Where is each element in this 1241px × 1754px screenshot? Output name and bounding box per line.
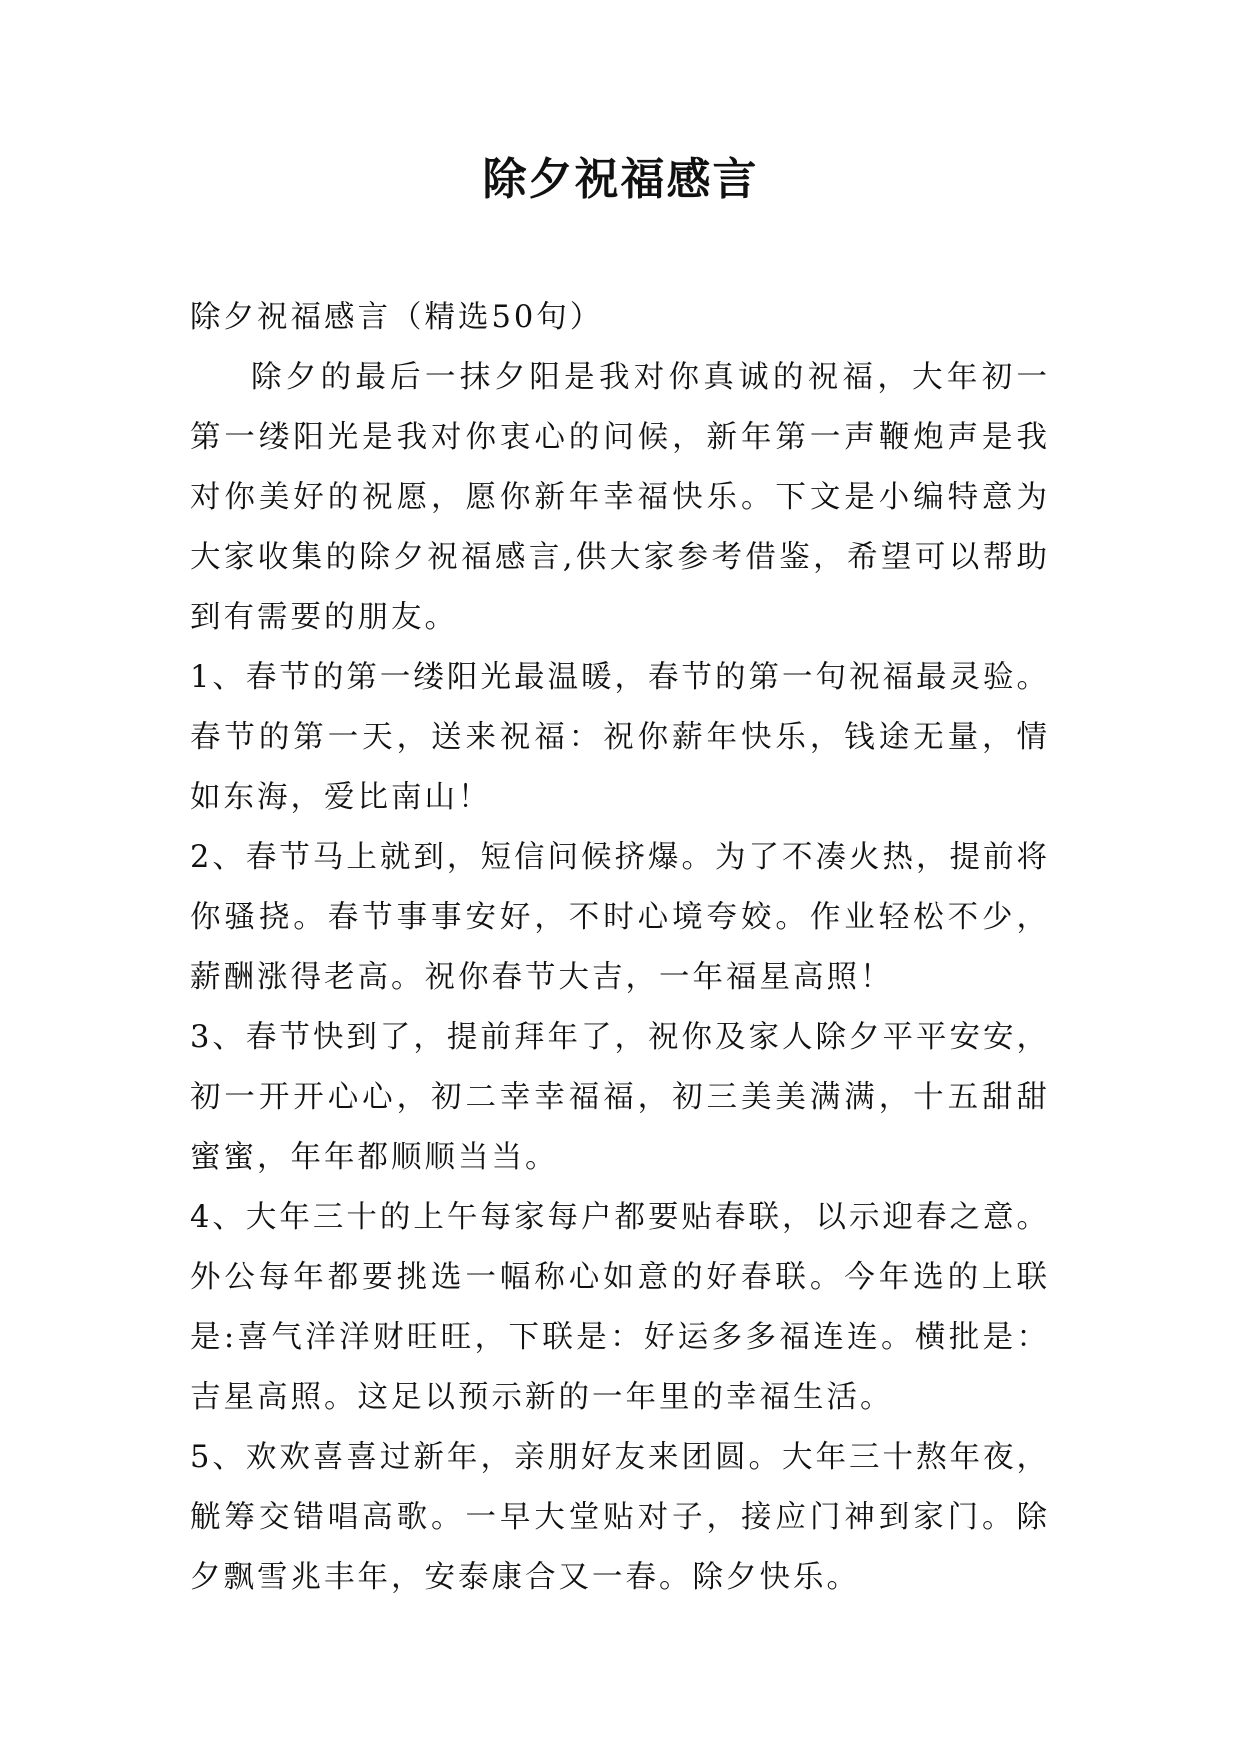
list-item: 5、欢欢喜喜过新年，亲朋好友来团圆。大年三十熬年夜，觥筹交错唱高歌。一早大堂贴对子，接应门神到家门。除夕飘雪兆丰年，安泰康合又一春。除夕快乐。 <box>190 1440 1050 1595</box>
list-item: 4、大年三十的上午每家每户都要贴春联，以示迎春之意。外公每年都要挑选一幅称心如意的好春联。今年选的上联是:喜气洋洋财旺旺，下联是：好运多多福连连。横批是：吉星高照。这足以预示新的一年里的幸福生活。 <box>190 1200 1050 1415</box>
list-item: 1、春节的第一缕阳光最温暖，春节的第一句祝福最灵验。春节的第一天，送来祝福：祝你薪年快乐，钱途无量，情如东海，爱比南山！ <box>190 660 1050 815</box>
document-title: 除夕祝福感言 <box>482 154 759 205</box>
intro-paragraph: 除夕的最后一抹夕阳是我对你真诚的祝福，大年初一第一缕阳光是我对你衷心的问候，新年第一声鞭炮声是我对你美好的祝愿，愿你新年幸福快乐。下文是小编特意为大家收集的除夕祝福感言,供大家参考借鉴，希望可以帮助到有需要的朋友。 <box>190 360 1050 635</box>
list-item: 2、春节马上就到，短信问候挤爆。为了不凑火热，提前将你骚挠。春节事事安好，不时心境夸姣。作业轻松不少，薪酬涨得老高。祝你春节大吉，一年福星高照！ <box>190 840 1050 995</box>
document-subtitle: 除夕祝福感言（精选50句） <box>190 300 604 335</box>
document-body <box>190 288 1050 1608</box>
list-item: 3、春节快到了，提前拜年了，祝你及家人除夕平平安安，初一开开心心，初二幸幸福福，初三美美满满，十五甜甜蜜蜜，年年都顺顺当当。 <box>190 1020 1050 1175</box>
